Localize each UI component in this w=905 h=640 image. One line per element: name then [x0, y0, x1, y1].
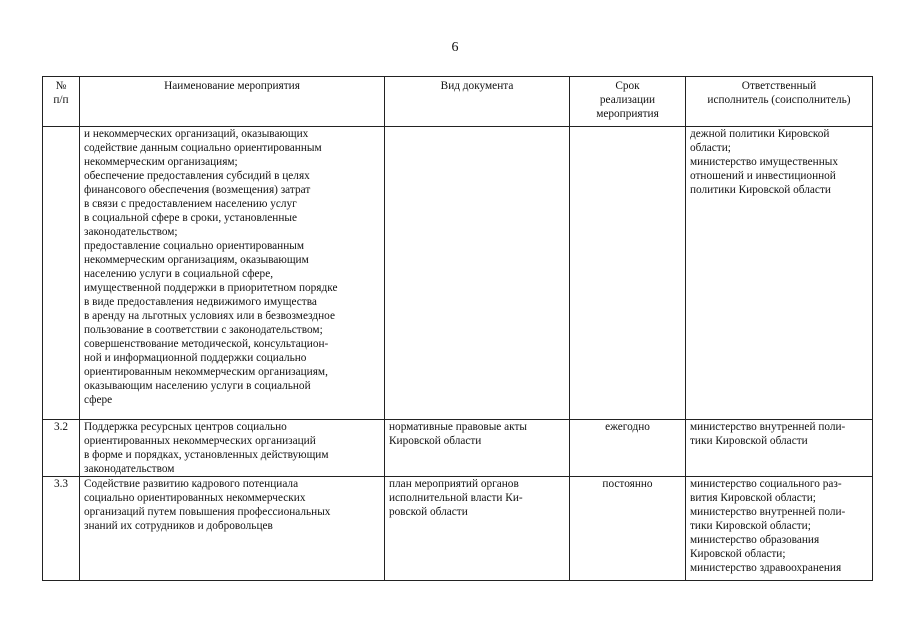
cell-line: Ответственный — [741, 80, 817, 92]
cell-line: министерство здравоохранения — [690, 562, 842, 574]
cell-line: совершенствование методической, консультацион- — [84, 338, 329, 350]
cell-line: Поддержка ресурсных центров социально — [84, 421, 287, 433]
cell-line: министерство социального раз- — [690, 478, 842, 490]
cell-line: исполнитель (соисполнитель) — [707, 94, 851, 106]
header-name — [80, 77, 385, 127]
row-number — [43, 127, 80, 420]
event-name — [80, 420, 385, 477]
cell-line: имущественной поддержки в приоритетном порядке — [84, 282, 338, 294]
cell-line: министерство имущественных — [690, 156, 838, 168]
cell-line: № — [55, 80, 67, 92]
cell-line: оказывающим населению услуги в социальной — [84, 380, 311, 392]
cell-line: социально ориентированных некоммерческих — [84, 492, 306, 504]
term — [570, 477, 686, 581]
cell-line: ежегодно — [605, 421, 650, 433]
term — [570, 420, 686, 477]
event-name — [80, 127, 385, 420]
term — [570, 127, 686, 420]
table-header-row — [43, 77, 873, 127]
cell-line: в связи с предоставлением населению услуг — [84, 198, 297, 210]
cell-line: в аренду на льготных условиях или в безвозмездное — [84, 310, 335, 322]
cell-line: организаций путем повышения профессиональных — [84, 506, 331, 518]
cell-line: постоянно — [602, 478, 653, 490]
cell-line: Содействие развитию кадрового потенциала — [84, 478, 299, 490]
page-number: 6 — [451, 40, 459, 55]
cell-line: сфере — [84, 394, 113, 406]
header-term — [570, 77, 686, 127]
table-row — [43, 477, 873, 581]
document-type — [385, 477, 570, 581]
cell-line: ориентированных некоммерческих организаций — [84, 435, 316, 447]
table-row — [43, 127, 873, 420]
cell-line: в социальной сфере в сроки, установленные — [84, 212, 297, 224]
cell-line: и некоммерческих организаций, оказывающих — [84, 128, 309, 140]
events-table — [42, 76, 873, 581]
cell-line: Срок — [615, 80, 640, 92]
document-type — [385, 420, 570, 477]
cell-line: населению услуги в социальной сфере, — [84, 268, 274, 280]
cell-line: Вид документа — [440, 80, 514, 92]
cell-line: нормативные правовые акты — [389, 421, 528, 433]
cell-line: министерство внутренней поли- — [690, 506, 846, 518]
row-number: 3.2 — [43, 420, 80, 477]
cell-line: в форме и порядках, установленных действующим — [84, 449, 329, 461]
cell-line: Кировской области — [389, 435, 482, 447]
row-number: 3.3 — [43, 477, 80, 581]
cell-line: тики Кировской области; — [690, 520, 811, 532]
event-name — [80, 477, 385, 581]
cell-line: ориентированным некоммерческим организациям, — [84, 366, 328, 378]
cell-line: реализации — [599, 94, 656, 106]
cell-line: министерство внутренней поли- — [690, 421, 846, 433]
table-row — [43, 420, 873, 477]
cell-line: ровской области — [389, 506, 468, 518]
cell-line: п/п — [53, 94, 69, 106]
cell-line: в виде предоставления недвижимого имущества — [84, 296, 317, 308]
cell-line: политики Кировской области — [690, 184, 831, 196]
cell-line: законодательством; — [84, 226, 178, 238]
document-type — [385, 127, 570, 420]
cell-line: области; — [690, 142, 731, 154]
cell-line: обеспечение предоставления субсидий в целях — [84, 170, 310, 182]
header-doc-type — [385, 77, 570, 127]
cell-line: Наименование мероприятия — [164, 80, 300, 92]
header-executor — [686, 77, 873, 127]
cell-line: мероприятия — [596, 108, 659, 120]
header-num — [43, 77, 80, 127]
cell-line: план мероприятий органов — [389, 478, 519, 490]
cell-line: Кировской области; — [690, 548, 786, 560]
cell-line: дежной политики Кировской — [690, 128, 830, 140]
cell-line: пользование в соответствии с законодательством; — [84, 324, 323, 336]
cell-line: законодательством — [84, 463, 175, 475]
cell-line: некоммерческим организациям, оказывающим — [84, 254, 309, 266]
cell-line: отношений и инвестиционной — [690, 170, 836, 182]
cell-line: некоммерческим организациям; — [84, 156, 238, 168]
cell-line: вития Кировской области; — [690, 492, 816, 504]
cell-line: знаний их сотрудников и добровольцев — [84, 520, 273, 532]
cell-line: тики Кировской области — [690, 435, 808, 447]
cell-line: исполнительной власти Ки- — [389, 492, 523, 504]
executor — [686, 420, 873, 477]
cell-line: министерство образования — [690, 534, 820, 546]
cell-line: ной и информационной поддержки социально — [84, 352, 307, 364]
cell-line: содействие данным социально ориентированным — [84, 142, 322, 154]
executor — [686, 127, 873, 420]
executor — [686, 477, 873, 581]
cell-line: финансового обеспечения (возмещения) затрат — [84, 184, 311, 196]
cell-line: предоставление социально ориентированным — [84, 240, 304, 252]
